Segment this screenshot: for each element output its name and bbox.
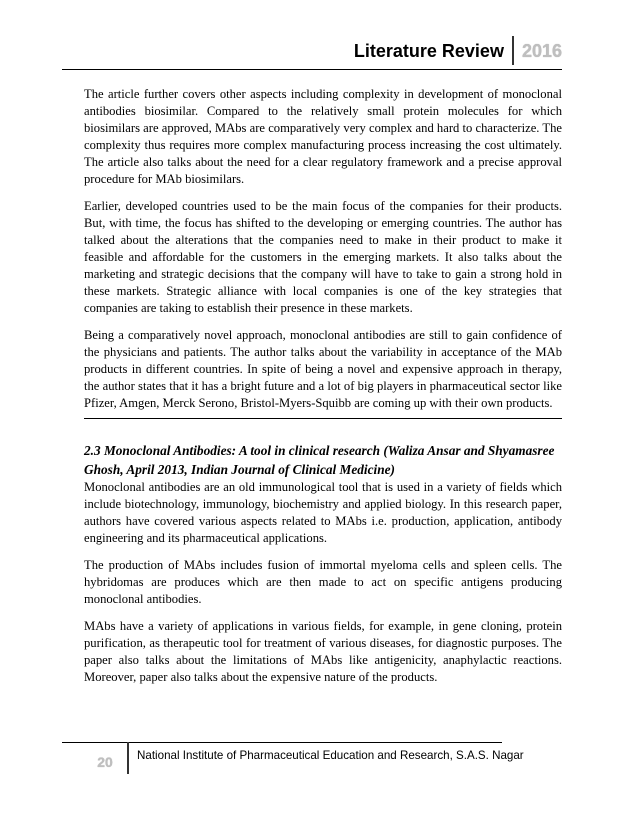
paragraph: Earlier, developed countries used to be the main focus of the companies for their products. But, with time, the focus has shifted to the developing or emerging countries. The author has talked about the alterations that the companies need to make in their product to make it feasible and affordable for the customers in the emerging markets. It also talks about the marketing and strategic decisions that the company will have to take to gain a strong hold in these markets. Strategic alliance with local companies is one of the key strategies that companies are taking to establish their presence in these markets. — [84, 199, 562, 315]
main-content — [84, 86, 562, 696]
paragraph: Monoclonal antibodies are an old immunological tool that is used in a variety of fields which include biotechnology, immunology, biochemistry and applied biology. In this research paper, authors have covered various aspects related to MAbs i.e. production, application, antibody engineering and its pharmaceutical applications. — [84, 480, 562, 545]
footer-institution: National Institute of Pharmaceutical Education and Research, S.A.S. Nagar — [137, 749, 524, 762]
paragraph: The production of MAbs includes fusion of immortal myeloma cells and spleen cells. The hybridomas are produces which are then made to act on specific antigens producing monoclonal antibodies. — [84, 558, 562, 606]
paragraph: The article further covers other aspects including complexity in development of monoclonal antibodies biosimilar. Compared to the relatively small protein molecules for which biosimilars are approved, MAbs are comparatively very complex and hard to characterize. The complexity thus requires more complex manufacturing process increasing the cost ultimately. The article also talks about the need for a clear regulatory framework and a precise approval procedure for MAb biosimilars. — [84, 87, 562, 186]
page-header — [354, 36, 562, 65]
footer-divider — [127, 742, 129, 774]
page-number: 20 — [97, 754, 113, 770]
header-title: Literature Review — [353, 41, 504, 61]
paragraph: Being a comparatively novel approach, monoclonal antibodies are still to gain confidence of the physicians and patients. The author talks about the variability in acceptance of the MAb products in different countries. In spite of being a novel and expensive approach in therapy, the author states that it has a bright future and a lot of big players in pharmaceutical sector like Pfizer, Amgen, Merck Serono, Bristol-Myers-Squibb are coming up with their own products. — [84, 327, 562, 419]
section-heading: 2.3 Monoclonal Antibodies: A tool in clinical research (Waliza Ansar and Shyamasree Ghosh, April 2013, Indian Journal of Clinical Medicine) — [84, 443, 555, 477]
header-year: 2016 — [521, 41, 562, 61]
header-rule — [62, 69, 562, 70]
paragraph: MAbs have a variety of applications in various fields, for example, in gene cloning, protein purification, as therapeutic tool for treatment of various diseases, for diagnostic purposes. The paper also talks about the limitations of MAbs like antigenicity, anaphylactic reactions. Moreover, paper also talks about the expensive nature of the products. — [84, 619, 562, 684]
